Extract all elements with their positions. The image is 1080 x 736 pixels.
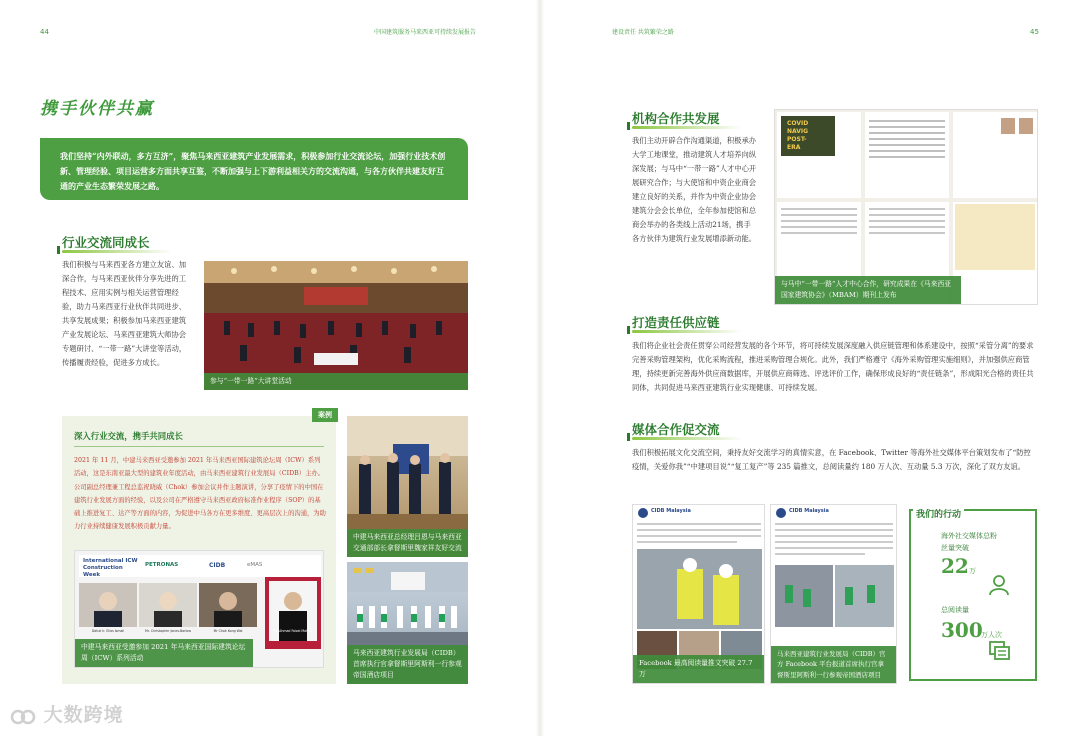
case-title: 深入行业交流，携手共同成长 xyxy=(74,431,183,441)
magazine-cover-text xyxy=(787,120,808,152)
case-box xyxy=(62,411,336,684)
stat1-value: 22 xyxy=(941,554,969,578)
facebook-post-2-photo xyxy=(770,504,897,684)
actions-title: 我们的行动 xyxy=(913,507,964,520)
section-underline xyxy=(632,126,742,129)
facebook-post-2-caption: 马来西亚建筑行业发展局（CIDB）官方 Facebook 平台报道首席执行官拿督斯里阿斯利一行参观帝国酒店项目 xyxy=(771,646,896,684)
speaker-tile-3 xyxy=(199,583,257,627)
speaker-1-avatar-icon xyxy=(79,583,137,627)
facebook-post-1-header: CIDB Malaysia xyxy=(651,508,691,514)
speaker-2-avatar-icon xyxy=(139,583,197,627)
section-marker xyxy=(57,246,60,254)
speaker-tile-2 xyxy=(139,583,197,627)
site-visit-photo xyxy=(347,562,468,684)
magazine-word-4: ERA xyxy=(787,144,801,151)
speaker-name-1: Datuk Ir. Elias Ismail xyxy=(91,629,125,633)
mbam-journal-photo xyxy=(774,109,1038,305)
lecture-hall-caption: 参与“一带一路”大讲堂活动 xyxy=(204,373,468,390)
page-fold xyxy=(536,0,544,736)
stat1-unit: 万 xyxy=(969,567,976,575)
stat2-unit: 万人次 xyxy=(981,631,1002,639)
magazine-word-2: NAVIG xyxy=(787,128,809,135)
stat1-label: 海外社交媒体总粉丝量突破 xyxy=(941,532,997,552)
magazine-word-1: COVID xyxy=(787,120,809,127)
facebook-post-1-photo xyxy=(632,504,765,684)
section-marker xyxy=(627,122,630,130)
minister-meeting-photo xyxy=(347,416,468,557)
supply-body: 我们将企业社会责任贯穿公司经营发展的各个环节，将可持续发展深度融入供应链管理和体系建设中，按照“采管分离”的要求完善采购管理架构，优化采购流程，推进采购管理合规化。此外，我们严格遵守《海外采购管理实施细则》，并加强供应商管理，持续更新完善海外供应商数据库，开展供应商筛选、评选评价工作，确保形成良好的“责任链条”，形成阳光合格的责任共同体，共同促进马来西亚建筑行业实现健康、可持续发展。 xyxy=(632,341,1034,392)
right-page-number: 45 xyxy=(1030,28,1039,36)
case-tag: 案例 xyxy=(312,408,338,422)
section-underline xyxy=(632,437,742,440)
right-running-header: 建设责任 共筑繁荣之路 xyxy=(612,29,674,36)
lecture-hall-illustration xyxy=(204,261,468,390)
documents-icon xyxy=(988,640,1012,662)
section-underline xyxy=(632,330,742,333)
watermark-logo xyxy=(10,700,124,727)
lecture-hall-photo xyxy=(204,261,468,390)
intro-box: 我们坚持“内外联动，多方互济”，聚焦马来西亚建筑产业发展需求，积极参加行业交流论坛，加强行业技术创新、管理经验、项目运营多方面共享互鉴，不断加强与上下游利益相关方的交流沟通，与各方伙伴共建友好互通的产业生态繁荣发展之路。 xyxy=(40,138,468,200)
facebook-post-1-caption: Facebook 最高阅读量推文突破 27.7 万 xyxy=(633,655,764,683)
site-visit-caption: 马来西亚建筑行业发展局（CIDB）首席执行官拿督斯里阿斯利一行参观帝国酒店项目 xyxy=(347,645,468,684)
mbam-journal-caption: 与马中“一带一路”人才中心合作，研究成果在《马来西亚国家建筑协会》（MBAM）期刊上发布 xyxy=(775,276,961,304)
facebook-post-2-header: CIDB Malaysia xyxy=(789,508,829,514)
speaker-tile-4 xyxy=(265,577,321,649)
icw-forum-caption: 中建马来西亚受邀参加 2021 年马来西亚国际建筑论坛周（ICW）系列活动 xyxy=(75,639,253,667)
section-title-institution: 机构合作共发展 xyxy=(632,111,720,126)
media-body: 我们积极拓展文化交流空间，秉持友好交流学习的真情实意，在 Facebook、Twitter 等海外社交媒体平台策划发布了“防控疫情，关爱你我”“中建项目说”“复工复产”等 235 篇推文，总阅读量约 180 万人次、互动量 5.3 万次，深化了双方友谊。 xyxy=(632,448,1031,471)
watermark-text: 大数跨境 xyxy=(43,704,124,726)
stat2-label: 总阅读量 xyxy=(941,606,969,614)
speaker-name-2: Mr. Christopher Jones-Barlow xyxy=(145,629,191,633)
sponsor-cidb: CIDB xyxy=(209,562,226,569)
user-icon xyxy=(988,574,1010,596)
icw-banner xyxy=(79,555,321,577)
sponsor-petronas: PETRONAS xyxy=(145,562,179,568)
left-page-number: 44 xyxy=(40,28,49,36)
speaker-4-avatar-icon xyxy=(265,577,321,649)
icw-event-title: International ICW Construction Week xyxy=(83,558,138,578)
main-title: 携手伙伴共赢 xyxy=(40,99,154,119)
speaker-name-4: Mr. Ahmad Faizal Mahtar xyxy=(273,629,313,633)
section-title-supply: 打造责任供应链 xyxy=(632,315,720,330)
section-title-media: 媒体合作促交流 xyxy=(632,422,720,437)
left-running-header: 中国建筑服务马来西亚可持续发展报告 xyxy=(374,29,477,36)
speaker-tile-1 xyxy=(79,583,137,627)
case-text: 2021 年 11 月，中建马来西亚受邀参加 2021 年马来西亚国际建筑论坛周（ICW）系列活动，这是东南亚最大型的建筑业年度活动，由马来西亚建筑行业发展局（CIDB）主办。公司副总经理兼工程总监祝晓威（Chok）参加会议并作主题演讲，分享了疫情下的中国在建筑行业发展方面的经验，以及公司在严格遵守马来西亚政府标准作业程序（SOP）的基础上推进复工、达产等方面的内容，为促进中马各方在更多维度、更高层次上的沟通，为助力行业持续健康发展积极贡献力量。 xyxy=(74,457,326,531)
speaker-name-3: Mr Chok Kong Wai xyxy=(213,629,243,633)
watermark-icon xyxy=(10,705,36,727)
section-marker xyxy=(627,326,630,334)
section-marker xyxy=(627,433,630,441)
stat2-value: 300 xyxy=(941,618,983,642)
minister-meeting-caption: 中建马来西亚总经理吕恩与马来西亚交通部部长拿督斯里魏家祥友好交流 xyxy=(347,529,468,557)
section-underline xyxy=(62,250,172,253)
icw-forum-photo xyxy=(74,550,324,668)
industry-body: 我们积极与马来西亚各方建立友谊、加深合作，与马来西亚伙伴分享先进的工程技术、应用实例与相关运营管理经验，助力马来西亚行业伙伴共同进步、共享发展成果；积极参加马来西亚建筑产业发展论坛、马来西亚建筑大师协会专题研讨、“一带一路”大讲堂等活动，传播履责经验，促进多方成长。 xyxy=(62,260,187,367)
institution-body: 我们主动开辟合作沟通渠道，积极承办大学工地课堂，推动建筑人才培养向纵深发展；与马中“一带一路”人才中心开展研究合作；与大使馆和中资企业商会建立良好的关系，并作为中资企业协会建筑分会会长单位，全年参加使馆和总商会举办的各类线上活动21场，携手各方伙伴为建筑行业发展增添新动能。 xyxy=(632,136,757,243)
sponsor-emas: eMAS xyxy=(247,562,263,568)
speaker-3-avatar-icon xyxy=(199,583,257,627)
magazine-word-3: POST- xyxy=(787,136,807,143)
case-divider xyxy=(74,446,324,447)
section-title-industry: 行业交流同成长 xyxy=(62,235,150,250)
